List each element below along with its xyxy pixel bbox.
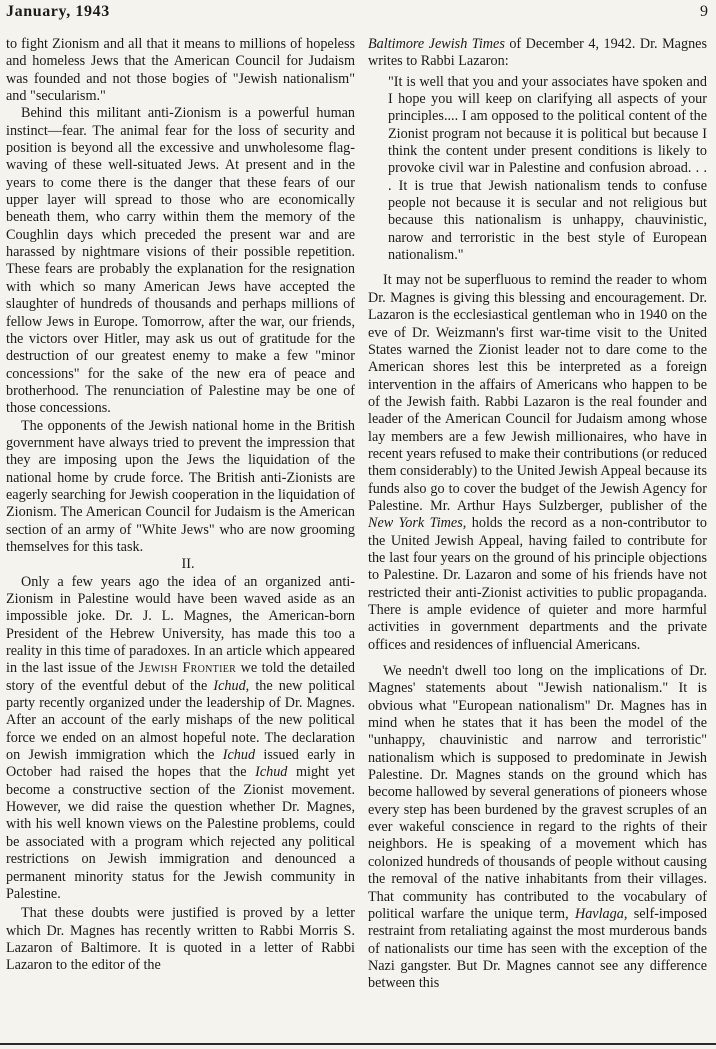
quote-text: "It is well that you and your associates have spoken and I hope you will keep on clarifying all aspects of your principles.... I am opposed to the political content of the Zionist program not because it is political but because I think the content under present conditions is likely to provoke civil war in Palestine and confusion abroad. . . . It is true that Jewish nationalism tends to confuse people not because it is secular and not religious but because this nationalism is unhappy, chauvinistic, narow and terroristic in the best style of European nationalism." — [388, 73, 707, 264]
paragraph — [368, 663, 707, 993]
paragraph: to fight Zionism and all that it means to millions of hopeless and homeless Jews that the American Council for Judaism was founded and not those bogies of "Jewish nationalism" and "secularism." — [6, 36, 355, 105]
text-run: self-imposed restraint from retaliating against the most murderous bands of nationalists our time has seen with the exception of the Nazi gangster. But Dr. Magnes cannot see any difference between this — [368, 905, 707, 992]
paragraph — [368, 36, 707, 71]
party-name: Ichud — [255, 764, 288, 781]
text-run: we told the detailed story of the eventful debut of the — [6, 660, 355, 694]
text-run: might yet become a constructive section of the Zionist movement. However, we did raise the question whether Dr. Magnes, with his well known views on the Palestine problems, could be associated with a program which rejected any political restrictions on Jewish immigration and denounced a permanent minority status for the Jewish community in Palestine. — [6, 764, 355, 902]
party-name: Ichud, — [213, 677, 250, 694]
party-name: Ichud — [222, 747, 256, 764]
right-column — [368, 36, 707, 993]
text-run: issued early in October had raised the hopes that the — [6, 747, 355, 781]
publication-name: New York Times, — [368, 515, 467, 532]
text-run: holds the record as a non-contributor to the United Jewish Appeal, having failed to contribute for the last four years on the ground of his principle objections to Palestine. Dr. Lazaron and some of his friends have not restricted their anti-Zionist activities to public propaganda. There is ample evidence of quieter and more harmful activities in government departments and the private offices and residences of influencial Americans. — [368, 515, 707, 653]
publication-name: Baltimore Jewish Times — [368, 36, 505, 52]
issue-date: January, 1943 — [6, 3, 110, 20]
running-head — [6, 3, 708, 25]
publication-name: Jewish Frontier — [138, 660, 237, 677]
paragraph: That these doubts were justified is proved by a letter which Dr. Magnes has recently written to Rabbi Morris S. Lazaron of Baltimore. It is quoted in a letter of Rabbi Lazaron to the editor of the — [6, 905, 355, 974]
section-number: II. — [181, 556, 195, 573]
text-run: It may not be superfluous to remind the reader to whom Dr. Magnes is giving this blessing and encouragement. Dr. Lazaron is the ecclesiastical gentleman who in 1940 on the eve of Dr. Weizmann's first war-time visit to the United States warned the Zionist leader not to dare come to the American shores lest this be interpreted as a foreign intervention in the affairs of Americans who happen to be of the Jewish faith. Rabbi Lazaron is the real founder and leader of the American Council for Judaism among whose lay members are a few Jewish millionaires, who have in recent years refused to make their contributions (or reduced them considerably) to the United Jewish Appeal because its funds also go to cover the budget of the Jewish Agency for Palestine. Mr. Arthur Hays Sulzberger, publisher of the — [368, 272, 707, 514]
paragraph — [6, 574, 355, 904]
text-run: Only a few years ago the idea of an organized anti-Zionism in Palestine would have been waved aside as an impossible joke. Dr. J. L. Magnes, the American-born President of the Hebrew University, has made this too a reality in this time of paradoxes. In an article which appeared in the last issue of the — [6, 573, 355, 677]
text-run: the new political party recently organized under the leadership of Dr. Magnes. After an account of the early mishaps of the new political force we ended on an almost hopeful note. The declaration on Jewish immigration which the — [6, 677, 355, 764]
paragraph — [368, 272, 707, 654]
page-bottom-rule — [0, 1043, 716, 1045]
text-run: of December 4, 1942. Dr. Magnes writes to Rabbi Lazaron: — [368, 36, 707, 70]
hebrew-term: Havlaga, — [574, 905, 628, 922]
page-number: 9 — [700, 3, 708, 20]
text-run: We needn't dwell too long on the implications of Dr. Magnes' statements about "Jewish nationalism." It is obvious what "European nationalism" Dr. Magnes has in mind when he states that it has been the model of the "unhappy, chauvinistic and narrow and terroristic" nationalism which is supposed to predominate in Jewish Palestine. Dr. Magnes stands on the ground which has become hallowed by several generations of pioneers whose every step has been burdened by the gravest scruples of an ever wakeful conscience in regard to the rights of their neighbors. He is speaking of a movement which has colonized hundreds of thousands of people without causing the removal of the native inhabitants from their villages. That community has contributed to the vocabulary of political warfare the unique term, — [368, 663, 707, 922]
block-quote — [388, 74, 707, 265]
paragraph: Behind this militant anti-Zionism is a powerful human instinct—fear. The animal fear for the loss of security and position is beyond all the excessive and unwholesome flag-waving of these well-situated Jews. At present and in the years to come there is the danger that these fears of our upper layer will spread to those who are economically beneath them, who carry within them the memory of the Coughlin days which preceded the present war and are harassed by nightmare visions of their possible repetition. These fears are probably the explanation for the resignation with which so many American Jews have accepted the slaughter of hundreds of thousands and perhaps millions of fellow Jews in Europe. Tomorrow, after the war, our friends, the victors over Hitler, may ask us out of gratitude for the destruction of our greatest enemy to make a few "minor concessions" for the sake of the new era of peace and brotherhood. The renunciation of Palestine may be one of those concessions. — [6, 105, 355, 417]
left-column — [6, 36, 355, 975]
paragraph: The opponents of the Jewish national home in the British government have always tried to prevent the impression that they are imposing upon the Jews the liquidation of the national home by crude force. The British anti-Zionists are eagerly searching for Jewish cooperation in the liquidation of Zionism. The American Council for Judaism is the American section of an army of "White Jews" who are now grooming themselves for this task. — [6, 417, 355, 555]
